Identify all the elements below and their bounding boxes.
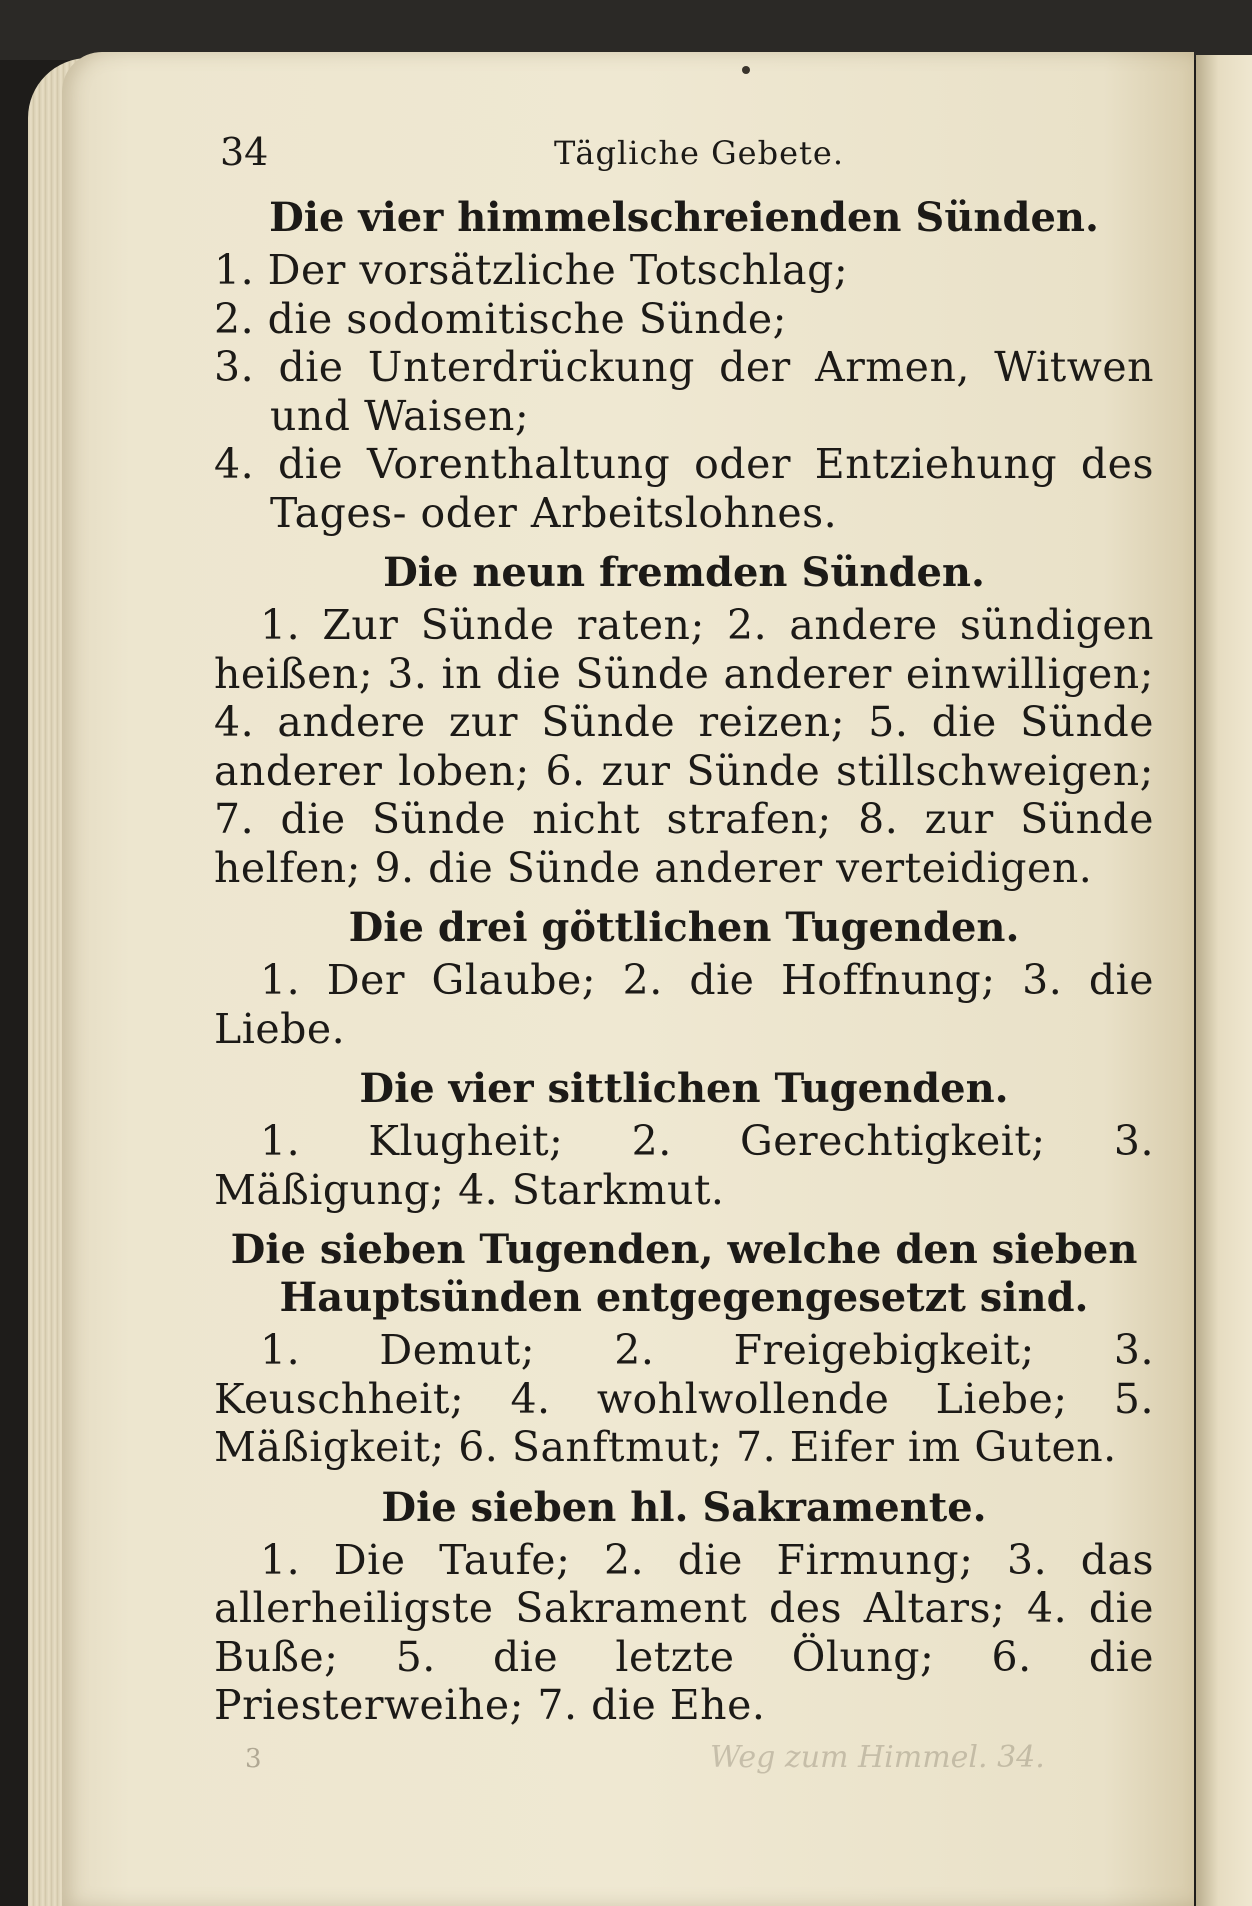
section-title-sieben-tugenden: Die sieben Tugenden, welche den sieben Hauptsünden entgegengesetzt sind. (230, 1226, 1138, 1321)
section-title-sakramente: Die sieben hl. Sakramente. (381, 1483, 987, 1531)
running-title: Tägliche Gebete. (554, 134, 844, 172)
section-title-fremden-suenden: Die neun fremden Sünden. (383, 549, 985, 596)
footer-imprint: Weg zum Himmel. 34. (710, 1740, 1045, 1775)
section-title-goettliche-tugenden: Die drei göttlichen Tugenden. (348, 904, 1020, 951)
section-text-sakramente: 1. Die Taufe; 2. die Firmung; 3. das allerheiligste Sakrament des Altars; 4. die Buße; 5. die letzte Ölung; 6. die Priesterweihe; 7. die Ehe. (214, 1535, 1154, 1729)
running-head (214, 124, 1154, 180)
ink-dot (742, 66, 750, 74)
section-title-himmelschreienden: Die vier himmelschreienden Sünden. (269, 194, 1099, 241)
page-number: 34 (220, 130, 269, 174)
section-title-sittliche-tugenden: Die vier sittlichen Tugenden. (359, 1065, 1009, 1112)
section-text-sittliche-tugenden: 1. Klugheit; 2. Gerechtigkeit; 3. Mäßigung; 4. Starkmut. (214, 1117, 1154, 1214)
section-text-goettliche-tugenden: 1. Der Glaube; 2. die Hoffnung; 3. die Liebe. (214, 956, 1154, 1053)
facing-page-edge (1196, 55, 1252, 1906)
list-item: 2. die sodomitische Sünde; (214, 294, 787, 343)
signature-mark: 3 (245, 1744, 262, 1774)
page-content (214, 124, 1154, 1730)
section-text-fremden-suenden: 1. Zur Sünde raten; 2. andere sündigen heißen; 3. in die Sünde anderer einwilligen; 4. andere zur Sünde reizen; 5. die Sünde anderer loben; 6. zur Sünde stillschweigen; 7. die Sünde nicht strafen; 8. zur Sünde helfen; 9. die Sünde anderer verteidigen. (214, 601, 1154, 892)
list-item: 3. die Unterdrückung der Armen, Witwen und Waisen; (214, 343, 1154, 440)
list-item: 4. die Vorenthaltung oder Entziehung des Tages- oder Arbeitslohnes. (214, 440, 1154, 537)
section-text-sieben-tugenden: 1. Demut; 2. Freigebigkeit; 3. Keuschheit; 4. wohlwollende Liebe; 5. Mäßigkeit; 6. Sanftmut; 7. Eifer im Guten. (214, 1326, 1154, 1471)
book-cover-edge (0, 0, 1252, 60)
list-item: 1. Der vorsätzliche Totschlag; (214, 246, 849, 294)
